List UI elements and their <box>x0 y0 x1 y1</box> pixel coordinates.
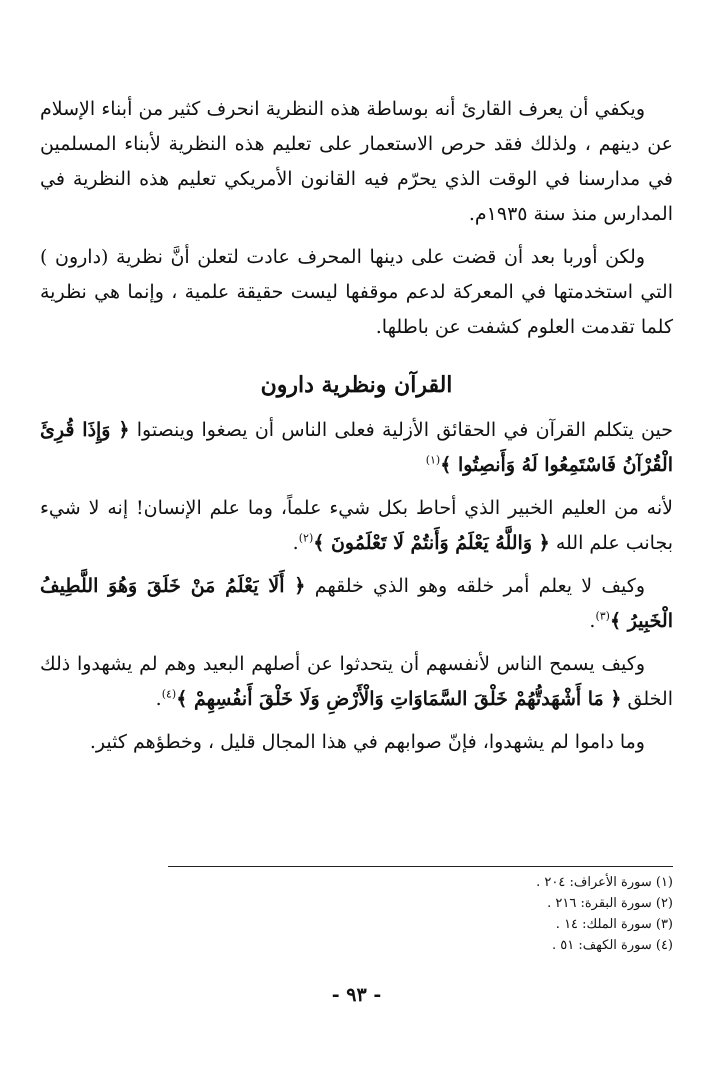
paragraph-after: . <box>292 532 299 554</box>
intro-paragraph-1: ويكفي أن يعرف القارئ أنه بوساطة هذه النظرية انحرف كثير من أبناء الإسلام عن دينهم ، ولذلك فقد حرص الاستعمار على تعليم هذه النظرية لأبناء المسلمين في مدارسنا في الوقت الذي يحرّم فيه القانون الأمريكي تعليم هذه النظرية في المدارس منذ سنة ١٩٣٥م. <box>40 98 673 225</box>
quran-verse: ﴿ مَا أَشْهَدتُّهُمْ خَلْقَ السَّمَاوَاتِ وَالْأَرْضِ وَلَا خَلْقَ أَنفُسِهِمْ ﴾ <box>176 688 622 710</box>
section-heading: القرآن ونظرية دارون <box>260 372 453 398</box>
page-number: - ٩٣ - <box>331 984 382 1006</box>
footnote-2: (٢) سورة البقرة: ٢١٦ . <box>547 896 673 911</box>
paragraph-text: وكيف لا يعلم أمر خلقه وهو الذي خلقهم <box>314 575 645 597</box>
quran-verse: ﴿ وَإِذَا قُرِئَ الْقُرْآنُ فَاسْتَمِعُوا لَهُ وَأَنصِتُوا ﴾ <box>40 419 673 476</box>
paragraph-text: حين يتكلم القرآن في الحقائق الأزلية فعلى الناس أن يصغوا وينصتوا <box>136 419 673 441</box>
footnote-1: (١) سورة الأعراف: ٢٠٤ . <box>536 875 673 890</box>
paragraph-text: وما داموا لم يشهدوا، فإنّ صوابهم في هذا المجال قليل ، وخطؤهم كثير. <box>89 731 645 753</box>
section-paragraph-4 <box>40 647 673 717</box>
quran-verse: ﴿ أَلَا يَعْلَمُ مَنْ خَلَقَ وَهُوَ اللَّطِيفُ الْخَبِيرُ ﴾ <box>40 575 673 632</box>
footnote-ref: (٤) <box>161 687 177 701</box>
footnote-ref: (٢) <box>298 531 314 545</box>
section-paragraph-3 <box>40 569 673 639</box>
footnote-divider <box>168 866 673 867</box>
intro-paragraph-2: ولكن أوربا بعد أن قضت على دينها المحرف عادت لتعلن أنَّ نظرية (دارون ) التي استخدمتها في المعركة لدعم موقفها ليست حقيقة علمية ، وإنما هي نظرية كلما تقدمت العلوم كشفت عن باطلها. <box>40 246 673 338</box>
footnote-3: (٣) سورة الملك: ١٤ . <box>555 917 673 932</box>
footnote-ref: (١) <box>425 453 441 467</box>
paragraph-text: لأنه من العليم الخبير الذي أحاط بكل شيء علماً، وما علم الإنسان! إنه لا شيء بجانب علم الله <box>40 497 673 554</box>
footnotes <box>373 872 673 956</box>
section-paragraph-2 <box>40 491 673 561</box>
paragraph-after: . <box>589 610 596 632</box>
section-paragraph-5 <box>40 725 673 760</box>
page-body <box>40 92 673 768</box>
section-paragraph-1 <box>40 413 673 483</box>
paragraph-after: . <box>155 688 162 710</box>
paragraph-text: وكيف يسمح الناس لأنفسهم أن يتحدثوا عن أصلهم البعيد وهم لم يشهدوا ذلك الخلق <box>40 653 673 710</box>
footnote-ref: (٣) <box>595 609 610 623</box>
quran-verse: ﴿ وَاللَّهُ يَعْلَمُ وَأَنتُمْ لَا تَعْلَمُونَ ﴾ <box>313 532 550 554</box>
footnote-4: (٤) سورة الكهف: ٥١ . <box>551 938 673 953</box>
